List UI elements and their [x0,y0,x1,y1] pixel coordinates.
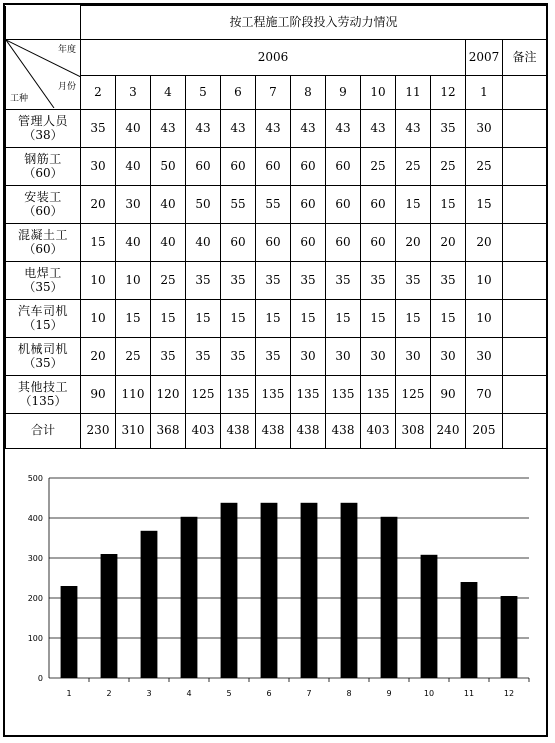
table-cell: 30 [396,338,431,376]
x-tick-label: 8 [346,689,352,698]
table-cell: 15 [396,186,431,224]
y-tick-label: 100 [27,634,43,643]
labor-table [5,5,547,449]
craft-cell [6,300,81,338]
table-cell: 40 [116,110,151,148]
table-cell: 25 [151,262,186,300]
bar [341,503,358,678]
table-cell: 10 [116,262,151,300]
table-cell: 60 [326,186,361,224]
month-row [6,76,547,110]
table-cell: 60 [291,224,326,262]
craft-cell [6,338,81,376]
table-cell: 120 [151,376,186,414]
x-tick-label: 9 [386,689,392,698]
table-cell: 20 [466,224,503,262]
total-cell: 310 [116,414,151,449]
table-cell: 15 [256,300,291,338]
table-cell: 30 [466,110,503,148]
table-cell: 20 [81,338,116,376]
table-cell: 50 [151,148,186,186]
bar [61,586,78,678]
table-cell: 125 [396,376,431,414]
craft-cell [6,376,81,414]
table-cell: 10 [466,300,503,338]
bar [181,517,198,678]
document-frame [3,3,548,737]
table-cell: 90 [431,376,466,414]
table-cell: 15 [81,224,116,262]
year-2006-header: 2006 [81,40,466,76]
table-cell: 10 [81,300,116,338]
x-tick-label: 5 [226,689,232,698]
table-body [6,110,547,414]
remarks-cell [503,110,547,148]
craft-count: （60） [23,203,63,218]
total-cell: 205 [466,414,503,449]
remarks-cell [503,414,547,449]
y-tick-label: 0 [37,674,43,683]
x-tick-label: 3 [146,689,152,698]
craft-count: （35） [23,279,63,294]
total-cell: 403 [186,414,221,449]
table-cell: 90 [81,376,116,414]
month-header: 8 [291,76,326,110]
table-cell: 60 [186,148,221,186]
table-cell: 35 [396,262,431,300]
month-header: 1 [466,76,503,110]
table-row [6,224,547,262]
table-cell: 25 [396,148,431,186]
table-cell: 10 [81,262,116,300]
table-cell: 43 [396,110,431,148]
remarks-cell [503,300,547,338]
table-row [6,262,547,300]
table-row [6,338,547,376]
month-header: 5 [186,76,221,110]
craft-cell [6,224,81,262]
table-cell: 60 [256,148,291,186]
table-cell: 20 [81,186,116,224]
table-cell: 10 [466,262,503,300]
craft-cell [6,148,81,186]
table-cell: 60 [361,186,396,224]
craft-count: （15） [23,317,63,332]
x-tick-label: 7 [306,689,312,698]
table-cell: 15 [186,300,221,338]
table-cell: 30 [116,186,151,224]
total-cell: 403 [361,414,396,449]
craft-name: 钢筋工 [24,151,62,166]
table-cell: 43 [221,110,256,148]
table-cell: 35 [151,338,186,376]
year-2007-header: 2007 [466,40,503,76]
craft-name: 混凝土工 [17,227,68,242]
table-cell: 15 [466,186,503,224]
table-cell: 30 [431,338,466,376]
total-cell: 438 [221,414,256,449]
table-cell: 135 [326,376,361,414]
table-cell: 60 [256,224,291,262]
table-cell: 35 [221,262,256,300]
table-cell: 30 [466,338,503,376]
table-cell: 60 [221,224,256,262]
table-cell: 35 [186,262,221,300]
blank-corner-cell [6,6,81,40]
x-tick-label: 12 [503,689,515,698]
table-cell: 15 [431,300,466,338]
table-cell: 35 [431,262,466,300]
table-cell: 60 [361,224,396,262]
table-cell: 15 [361,300,396,338]
x-tick-label: 10 [423,689,435,698]
table-cell: 135 [291,376,326,414]
craft-name: 其他技工 [17,379,68,394]
table-cell: 135 [256,376,291,414]
table-cell: 35 [291,262,326,300]
remarks-blank-cell [503,76,547,110]
total-cell: 230 [81,414,116,449]
table-cell: 20 [431,224,466,262]
bar [261,503,278,678]
table-cell: 25 [361,148,396,186]
table-cell: 55 [256,186,291,224]
craft-cell [6,262,81,300]
remarks-cell [503,148,547,186]
bar [381,517,398,678]
table-cell: 125 [186,376,221,414]
craft-count: （60） [23,241,63,256]
craft-cell [6,110,81,148]
month-header: 9 [326,76,361,110]
table-row [6,376,547,414]
craft-name: 汽车司机 [17,303,68,318]
table-row [6,300,547,338]
craft-count: （135） [19,393,67,408]
remarks-cell [503,338,547,376]
table-cell: 60 [326,148,361,186]
diagonal-header-cell [6,40,81,110]
table-cell: 25 [116,338,151,376]
table-cell: 25 [466,148,503,186]
table-row [6,148,547,186]
total-cell: 368 [151,414,186,449]
craft-count: （60） [23,165,63,180]
table-cell: 15 [396,300,431,338]
bar [301,503,318,678]
bar [421,555,438,678]
table-row [6,186,547,224]
table-cell: 43 [326,110,361,148]
bar [461,582,478,678]
table-cell: 35 [81,110,116,148]
table-cell: 50 [186,186,221,224]
table-cell: 40 [151,186,186,224]
table-cell: 15 [221,300,256,338]
craft-count: （35） [23,355,63,370]
x-tick-label: 4 [186,689,192,698]
y-tick-label: 300 [27,554,43,563]
table-cell: 35 [431,110,466,148]
table-cell: 40 [116,148,151,186]
x-tick-label: 1 [66,689,72,698]
table-cell: 43 [151,110,186,148]
table-cell: 35 [326,262,361,300]
table-cell: 35 [256,262,291,300]
craft-cell [6,186,81,224]
total-row [6,414,547,449]
x-tick-label: 2 [106,689,112,698]
table-cell: 15 [151,300,186,338]
table-cell: 135 [361,376,396,414]
bar [141,531,158,678]
craft-name: 机械司机 [17,341,68,356]
y-tick-label: 200 [27,594,43,603]
table-title: 按工程施工阶段投入劳动力情况 [81,6,547,40]
month-header: 12 [431,76,466,110]
bar [221,503,238,678]
table-cell: 15 [291,300,326,338]
table-cell: 15 [431,186,466,224]
remarks-header: 备注 [503,40,547,76]
table-cell: 40 [186,224,221,262]
total-cell: 438 [326,414,361,449]
remarks-cell [503,262,547,300]
month-header: 2 [81,76,116,110]
craft-name: 管理人员 [17,113,68,128]
table-cell: 30 [361,338,396,376]
table-row [6,110,547,148]
table-cell: 43 [361,110,396,148]
month-header: 4 [151,76,186,110]
x-tick-label: 6 [266,689,272,698]
craft-corner-label: 工种 [10,94,29,104]
total-cell: 240 [431,414,466,449]
table-cell: 40 [116,224,151,262]
y-tick-label: 500 [27,474,43,483]
bar [501,596,518,678]
table-cell: 30 [81,148,116,186]
table-cell: 35 [361,262,396,300]
table-cell: 25 [431,148,466,186]
table-cell: 60 [221,148,256,186]
labor-bar-chart [19,463,539,723]
month-corner-label: 月份 [57,82,76,92]
remarks-cell [503,186,547,224]
table-cell: 20 [396,224,431,262]
month-header: 6 [221,76,256,110]
x-tick-label: 11 [463,689,475,698]
table-cell: 30 [291,338,326,376]
table-cell: 43 [256,110,291,148]
month-header: 7 [256,76,291,110]
table-cell: 135 [221,376,256,414]
month-header: 11 [396,76,431,110]
total-cell: 438 [291,414,326,449]
table-cell: 15 [326,300,361,338]
table-cell: 60 [326,224,361,262]
table-cell: 110 [116,376,151,414]
table-cell: 35 [221,338,256,376]
total-label: 合计 [6,414,81,449]
table-cell: 15 [116,300,151,338]
table-cell: 40 [151,224,186,262]
remarks-cell [503,376,547,414]
total-cell: 438 [256,414,291,449]
month-header: 10 [361,76,396,110]
total-cell: 308 [396,414,431,449]
table-cell: 70 [466,376,503,414]
craft-name: 电焊工 [24,265,62,280]
bar [101,554,118,678]
table-cell: 30 [326,338,361,376]
table-cell: 55 [221,186,256,224]
year-corner-label: 年度 [57,45,76,55]
y-tick-label: 400 [27,514,43,523]
table-cell: 35 [186,338,221,376]
month-header: 3 [116,76,151,110]
table-cell: 60 [291,148,326,186]
table-cell: 43 [186,110,221,148]
table-cell: 43 [291,110,326,148]
table-cell: 35 [256,338,291,376]
table-cell: 60 [291,186,326,224]
remarks-cell [503,224,547,262]
craft-count: （38） [23,127,63,142]
craft-name: 安装工 [24,189,62,204]
